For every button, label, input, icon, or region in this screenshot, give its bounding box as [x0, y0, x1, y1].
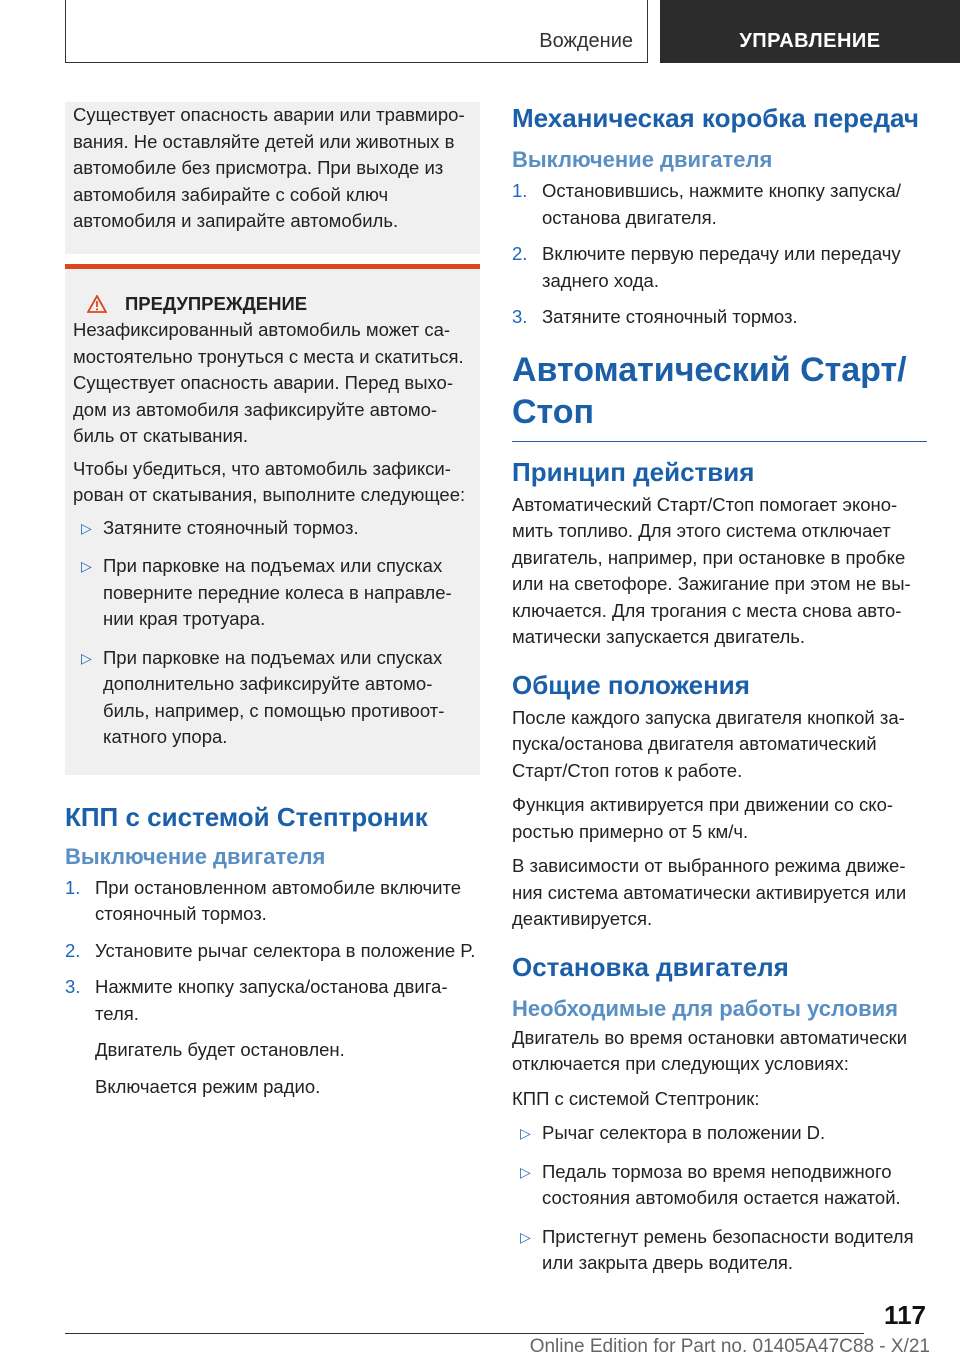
autostart-heading: Автоматический Старт/Стоп	[512, 349, 927, 442]
conditions-heading: Необходимые для работы условия	[512, 995, 898, 1021]
triangle-bullet-icon: ▷	[520, 1163, 531, 1180]
list-item: ▷ При парковке на подъемах или спусках поверните передние колеса в направле-нии края тротуара.	[81, 555, 452, 629]
list-item: 3. Затяните стояночный тормоз.	[512, 306, 798, 327]
warning-title-text: ПРЕДУПРЕЖДЕНИЕ	[125, 293, 308, 314]
general-p1: После каждого запуска двигателя кнопкой за-пуска/останова двигателя автоматический Старт/Стоп готов к работе.	[512, 706, 905, 781]
warning-p1: Незафиксированный автомобиль может са-мостоятельно тронуться с места и скатиться. Существует опасность аварии. Перед выхо-дом из автомобиля зафиксируйте автомо-биль от скатывания.	[73, 319, 464, 446]
result-text-1: Двигатель будет остановлен.	[95, 1039, 345, 1060]
header-chapter-tab	[660, 0, 960, 63]
list-item: ▷ Затяните стояночный тормоз.	[73, 515, 472, 542]
general-p2: Функция активируется при движении со ско-ростью примерно от 5 км/ч.	[512, 794, 894, 842]
result-text-2: Включается режим радио.	[95, 1075, 321, 1097]
list-item: 1. Остановившись, нажмите кнопку запуска/останова двигателя.	[512, 180, 901, 228]
list-item: ▷ Рычаг селектора в положении D.	[512, 1120, 927, 1147]
warning-box	[65, 264, 480, 775]
warning-list	[73, 515, 472, 751]
warning-title	[73, 291, 472, 317]
page-number: 117	[884, 1300, 926, 1330]
steptronic-heading: КПП с системой Стептроник	[65, 801, 428, 832]
general-heading: Общие положения	[512, 669, 750, 700]
list-item: ▷ Педаль тормоза во время неподвижного состояния автомобиля остается нажатой.	[520, 1160, 901, 1208]
left-column	[65, 102, 480, 1100]
manual-engine-off-heading: Выключение двигателя	[512, 147, 773, 172]
stop-heading: Остановка двигателя	[512, 951, 789, 982]
list-item: 1. При остановленном автомобиле включите стояночный тормоз.	[65, 876, 462, 924]
triangle-bullet-icon: ▷	[520, 1125, 531, 1141]
list-item: ▷ При парковке на подъемах или спусках дополнительно зафиксируйте автомо-биль, например, с помощью противоот-катного упора.	[81, 646, 445, 747]
conditions-list	[512, 1120, 927, 1277]
list-item: 2. Включите первую передачу или передачу заднего хода.	[512, 243, 901, 291]
engine-off-heading: Выключение двигателя	[65, 843, 326, 869]
conditions-p1: Двигатель во время остановки автоматически отключается при следующих условиях:	[512, 1026, 908, 1074]
right-column	[512, 102, 927, 1289]
header-section-tab	[65, 0, 648, 63]
list-item: 3. Нажмите кнопку запуска/останова двига-теля.	[65, 976, 448, 1024]
conditions-p2: КПП с системой Стептроник:	[512, 1087, 760, 1109]
warning-p2: Чтобы убедиться, что автомобиль зафикси-рован от скатывания, выполните следующее:	[73, 457, 466, 505]
principle-text: Автоматический Старт/Стоп помогает эконо-мить топливо. Для этого система отключает двигатель, например, при остановке в пробке или на светофоре. Зажигание при этом не вы-ключается. Для трогания с места снова авто-матически запускается двигатель.	[512, 493, 911, 647]
footer-text: Online Edition for Part no. 01405A47C88 - X/21	[529, 1336, 930, 1357]
footer-divider	[65, 1333, 864, 1334]
triangle-bullet-icon: ▷	[520, 1228, 531, 1245]
triangle-bullet-icon: ▷	[81, 558, 92, 574]
general-p3: В зависимости от выбранного режима движе-ния система автоматически активируется или деактивируется.	[512, 855, 907, 929]
triangle-bullet-icon: ▷	[81, 649, 92, 666]
header-section: Вождение	[539, 30, 633, 52]
list-item: ▷ Пристегнут ремень безопасности водителя или закрыта дверь водителя.	[520, 1225, 914, 1273]
manual-heading: Механическая коробка передач	[512, 103, 919, 133]
manual-steps-list	[512, 178, 927, 331]
triangle-bullet-icon: ▷	[81, 519, 92, 536]
steps-list	[65, 875, 480, 1028]
note-text: Существует опасность аварии или травмиро-вания. Не оставляйте детей или животных в автомобиле без присмотра. При выходе из автомобиля забирайте с собой ключ автомобиля и запирайте автомобиль.	[73, 104, 465, 231]
note-box	[65, 102, 480, 254]
header-chapter: УПРАВЛЕНИЕ	[739, 30, 881, 52]
warning-triangle-icon	[87, 295, 107, 313]
principle-heading: Принцип действия	[512, 456, 755, 487]
list-item: 2. Установите рычаг селектора в положение P.	[65, 939, 476, 961]
